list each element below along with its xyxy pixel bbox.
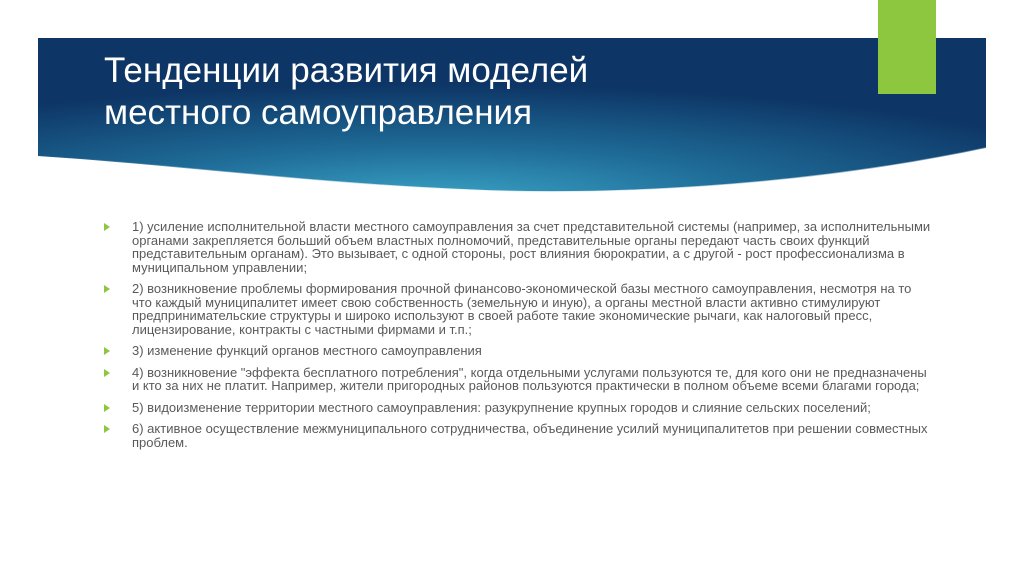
triangle-bullet-icon bbox=[104, 223, 110, 231]
bullet-text-5: 5) видоизменение территории местного самоуправления: разукрупнение крупных городов и слияние сельских поселений; bbox=[132, 399, 871, 415]
bullet-list bbox=[104, 220, 934, 457]
triangle-bullet-icon bbox=[104, 285, 110, 293]
bullet-text-4: 4) возникновение "эффекта бесплатного потребления", когда отдельными услугами пользуются те, для кого они не предназначены и кто за них не платит. Например, жители пригородных районов пользуются практически в полном объеме всеми благами города; bbox=[132, 364, 927, 393]
bullet-item-3 bbox=[104, 344, 934, 358]
slide-title-line-2: местного самоуправления bbox=[104, 93, 533, 132]
bullet-item-1 bbox=[104, 220, 934, 274]
bullet-text-3: 3) изменение функций органов местного самоуправления bbox=[132, 343, 482, 358]
bullet-item-2 bbox=[104, 282, 934, 336]
triangle-bullet-icon bbox=[104, 347, 110, 355]
accent-block bbox=[878, 0, 936, 94]
bullet-text-2: 2) возникновение проблемы формирования прочной финансово-экономической базы местного самоуправления, несмотря на то что каждый муниципалитет имеет свою собственность (земельную и иную), а органы местной власти активно стимулируют предпринимательские структуры и широко используют в своей работе такие экономические рычаги, как налоговый пресс, лицензирование, контракты с частными фирмами и т.п.; bbox=[132, 281, 912, 337]
bullet-text-1: 1) усиление исполнительной власти местного самоуправления за счет представительной системы (например, за исполнительными органами закрепляется больший объем властных полномочий, представительные органы передают часть своих функций представительным органам). Это вызывает, с одной стороны, рост влияния бюрократии, а с другой - рост профессионализма в муниципальном управлении; bbox=[132, 219, 931, 275]
triangle-bullet-icon bbox=[104, 369, 110, 377]
slide-title bbox=[104, 50, 824, 134]
bullet-item-4 bbox=[104, 366, 934, 393]
bullet-item-5 bbox=[104, 401, 934, 415]
bullet-item-6 bbox=[104, 422, 934, 449]
triangle-bullet-icon bbox=[104, 404, 110, 412]
bullet-text-6: 6) активное осуществление межмуниципального сотрудничества, объединение усилий муниципалитетов при решении совместных проблем. bbox=[132, 421, 928, 450]
slide-title-line-1: Тенденции развития моделей bbox=[104, 51, 589, 90]
triangle-bullet-icon bbox=[104, 425, 110, 433]
